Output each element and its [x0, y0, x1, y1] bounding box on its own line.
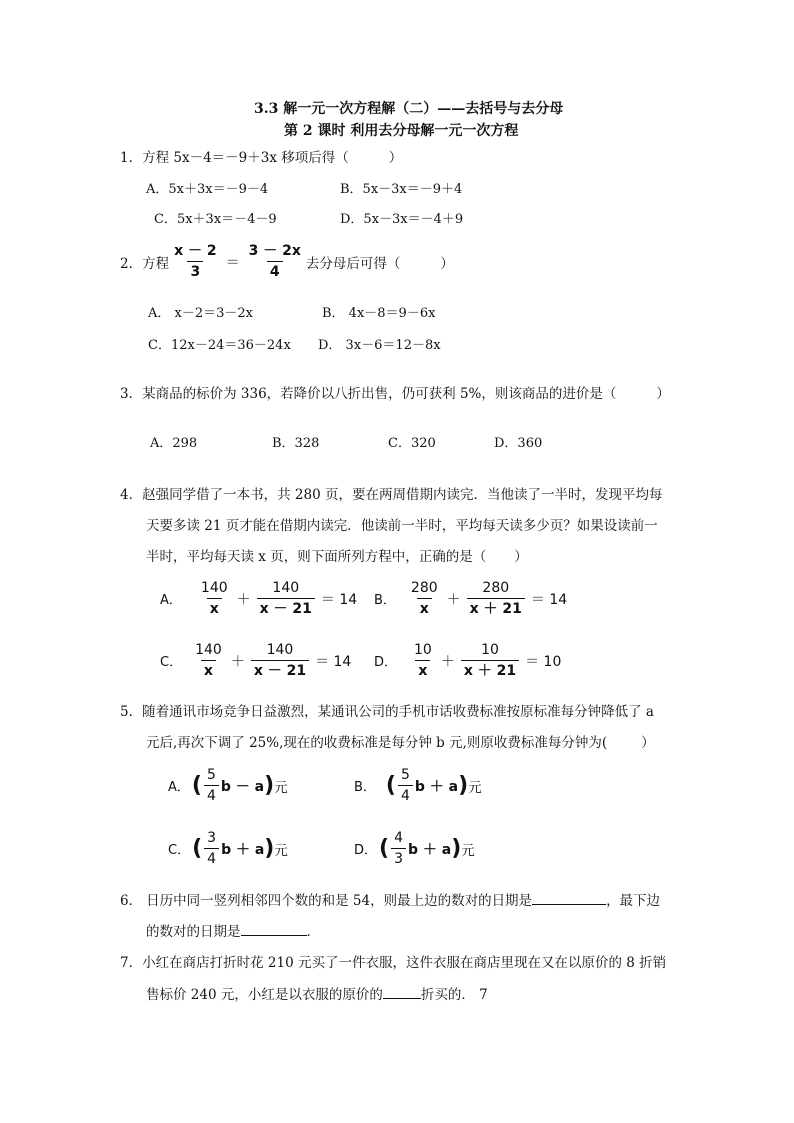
fraction-denominator: 4: [204, 848, 219, 867]
q2-option-a[interactable]: A． x－2＝3－2x: [148, 306, 253, 321]
fraction-denominator: x: [417, 598, 432, 617]
question-number: 6．: [120, 893, 143, 909]
plus-sign: ＋: [440, 653, 455, 670]
fraction-denominator: 3: [391, 848, 406, 867]
plus-sign: ＋: [236, 591, 251, 608]
fraction: [257, 580, 315, 617]
fraction-numerator: x － 2: [174, 243, 217, 259]
fraction-denominator: x － 21: [251, 660, 309, 679]
plus-sign: ＋: [230, 653, 245, 670]
fraction-denominator: 4: [398, 785, 413, 804]
fraction-denominator: x ＋ 21: [461, 660, 519, 679]
option-label: B．: [354, 780, 376, 795]
q2-option-c[interactable]: C．12x－24＝36－24x: [148, 338, 291, 353]
question-number: 4．: [120, 487, 143, 503]
q3-option-a[interactable]: A．298: [150, 436, 198, 451]
fraction-denominator: x ＋ 21: [467, 598, 525, 617]
question-3-stem: [120, 382, 670, 402]
question-number: 7．: [120, 955, 143, 971]
fraction-left: [171, 243, 220, 280]
fraction: [198, 580, 231, 617]
q5-option-c[interactable]: [168, 830, 288, 867]
equation-rhs: ＝ 10: [525, 653, 562, 670]
q1-option-b[interactable]: B．5x－3x＝－9＋4: [340, 182, 463, 197]
close-paren: ）: [440, 255, 454, 272]
left-paren: (: [385, 772, 396, 798]
question-number: 1．: [120, 150, 143, 166]
option-label: B．: [374, 593, 396, 608]
question-text: 折买的． 7: [420, 987, 488, 1003]
answer-blank-discount[interactable]: [383, 984, 421, 999]
q2-option-d[interactable]: D． 3x－6＝12－8x: [318, 338, 441, 353]
question-7-line-2: [146, 983, 488, 1003]
fraction-numerator: 4: [394, 830, 403, 846]
fraction: [204, 767, 219, 804]
unit: 元: [461, 842, 475, 859]
expression: b ＋ a: [221, 841, 265, 858]
q5-option-b[interactable]: [354, 767, 482, 804]
question-1-stem: [120, 146, 402, 166]
close-paren: ）: [656, 386, 670, 402]
question-text: 元后,再次下调了 25%,现在的收费标准是每分钟 b 元,则原收费标准每分钟为(: [146, 735, 608, 751]
option-label: A．: [168, 780, 190, 795]
fraction-numerator: 3 － 2x: [248, 243, 301, 259]
expression: b ＋ a: [414, 778, 459, 795]
close-paren: ）: [641, 735, 655, 751]
q3-option-c[interactable]: C．320: [388, 436, 436, 451]
option-label: C．: [168, 843, 191, 858]
question-5-line-1: [120, 700, 654, 720]
right-paren: ): [264, 772, 275, 798]
fraction: [408, 580, 441, 617]
question-text: ，最下边: [606, 893, 661, 909]
right-paren: ): [264, 835, 275, 861]
left-paren: (: [379, 835, 390, 861]
plus-sign: ＋: [446, 591, 461, 608]
question-text: 售标价 240 元，小红是以衣服的原价的: [146, 987, 383, 1003]
question-text: 小红在商店打折时花 210 元买了一件衣服，这件衣服在商店里现在又在以原价的 8 折销: [142, 955, 667, 971]
equals-sign: ＝: [225, 254, 240, 271]
q1-option-a[interactable]: A．5x＋3x＝－9－4: [146, 182, 269, 197]
fraction: [467, 580, 525, 617]
option-label: D．: [354, 843, 378, 858]
fraction: [391, 830, 406, 867]
fraction-numerator: 10: [414, 642, 432, 658]
fraction-numerator: 5: [400, 767, 410, 783]
question-text: 半时，平均每天读 x 页，则下面所列方程中，正确的是（: [146, 549, 487, 565]
fraction: [398, 767, 413, 804]
title-line-1: 3.3 解一元一次方程解（二）——去括号与去分母: [254, 101, 564, 117]
q5-option-d[interactable]: [354, 830, 475, 867]
q3-option-d[interactable]: D．360: [494, 436, 543, 451]
expression: b ＋ a: [408, 841, 452, 858]
q4-option-c[interactable]: [160, 642, 351, 679]
fraction: [411, 642, 435, 679]
right-paren: ): [451, 835, 462, 861]
left-paren: (: [192, 835, 203, 861]
fraction-denominator: 4: [204, 785, 219, 804]
fraction-numerator: 280: [410, 580, 438, 596]
q4-option-d[interactable]: [374, 642, 561, 679]
q4-option-b[interactable]: [374, 580, 567, 617]
q4-option-a[interactable]: [160, 580, 357, 617]
fraction-numerator: 280: [482, 580, 510, 596]
answer-blank-top-date[interactable]: [532, 890, 606, 905]
fraction: [461, 642, 519, 679]
question-text: 赵强同学借了一本书，共 280 页，要在两周借期内读完．当他读了一半时，发现平均每: [142, 487, 663, 503]
question-text: 某商品的标价为 336，若降价以八折出售，仍可获利 5%，则该商品的进价是（: [142, 386, 617, 402]
question-number: 5．: [120, 704, 143, 720]
question-6-line-2: [146, 920, 320, 940]
question-text: 方程 5x－4＝－9＋3x 移项后得（: [142, 150, 349, 166]
equation-rhs: ＝ 14: [315, 653, 352, 670]
question-number: 3．: [120, 386, 143, 402]
fraction-denominator: 3: [187, 261, 203, 280]
q1-option-d[interactable]: D．5x－3x＝－4＋9: [340, 212, 464, 227]
fraction-denominator: x: [207, 598, 222, 617]
question-text: ．: [306, 924, 320, 940]
question-5-line-2: [146, 731, 655, 751]
unit: 元: [274, 842, 288, 859]
question-text: 的数对的日期是: [146, 924, 241, 940]
unit: 元: [468, 779, 482, 796]
fraction-numerator: 10: [481, 642, 499, 658]
left-paren: (: [191, 772, 202, 798]
close-paren: ）: [388, 150, 403, 166]
equation-rhs: ＝ 14: [320, 591, 358, 608]
fraction: [204, 830, 219, 867]
option-label: C．: [160, 655, 183, 670]
question-text: 日历中同一竖列相邻四个数的和是 54，则最上边的数对的日期是: [146, 893, 533, 909]
answer-blank-bottom-date[interactable]: [241, 921, 307, 936]
fraction-numerator: 140: [266, 642, 294, 658]
unit: 元: [274, 779, 288, 796]
fraction: [192, 642, 225, 679]
question-2-stem: [120, 243, 454, 280]
fraction-denominator: 4: [267, 261, 283, 280]
question-6-line-1: [120, 889, 660, 909]
fraction-numerator: 140: [195, 642, 222, 658]
q3-option-b[interactable]: B．328: [272, 436, 320, 451]
question-text-tail: 去分母后可得（: [305, 255, 401, 272]
q2-option-b[interactable]: B． 4x－8＝9－6x: [322, 306, 436, 321]
right-paren: ): [458, 772, 469, 798]
fraction: [251, 642, 309, 679]
expression: b － a: [220, 778, 265, 795]
fraction-numerator: 140: [272, 580, 300, 596]
fraction-denominator: x: [201, 660, 216, 679]
option-label: A．: [160, 593, 182, 608]
question-text: 方程: [142, 255, 170, 272]
question-4-line-3: [146, 545, 528, 565]
fraction-numerator: 3: [207, 830, 217, 846]
fraction-numerator: 140: [200, 580, 228, 596]
fraction-right: [246, 243, 304, 280]
close-paren: ）: [514, 549, 528, 565]
fraction-numerator: 5: [206, 767, 216, 783]
question-4-line-2: 天要多读 21 页才能在借期内读完．他读前一半时，平均每天读多少页？如果设读前一: [146, 518, 658, 534]
equation-rhs: ＝ 14: [530, 591, 568, 608]
question-4-line-1: [120, 483, 662, 503]
title-line-2: 第 2 课时 利用去分母解一元一次方程: [284, 123, 519, 139]
q5-option-a[interactable]: [168, 767, 288, 804]
q1-option-c[interactable]: C．5x＋3x＝－4－9: [154, 212, 277, 227]
option-label: D．: [374, 655, 398, 670]
fraction-denominator: x － 21: [257, 598, 315, 617]
fraction-denominator: x: [415, 660, 430, 679]
question-text: 随着通讯市场竞争日益激烈，某通讯公司的手机市话收费标准按原标准每分钟降低了 a: [142, 704, 654, 720]
question-7-line-1: [120, 951, 666, 971]
question-number: 2．: [120, 255, 143, 272]
